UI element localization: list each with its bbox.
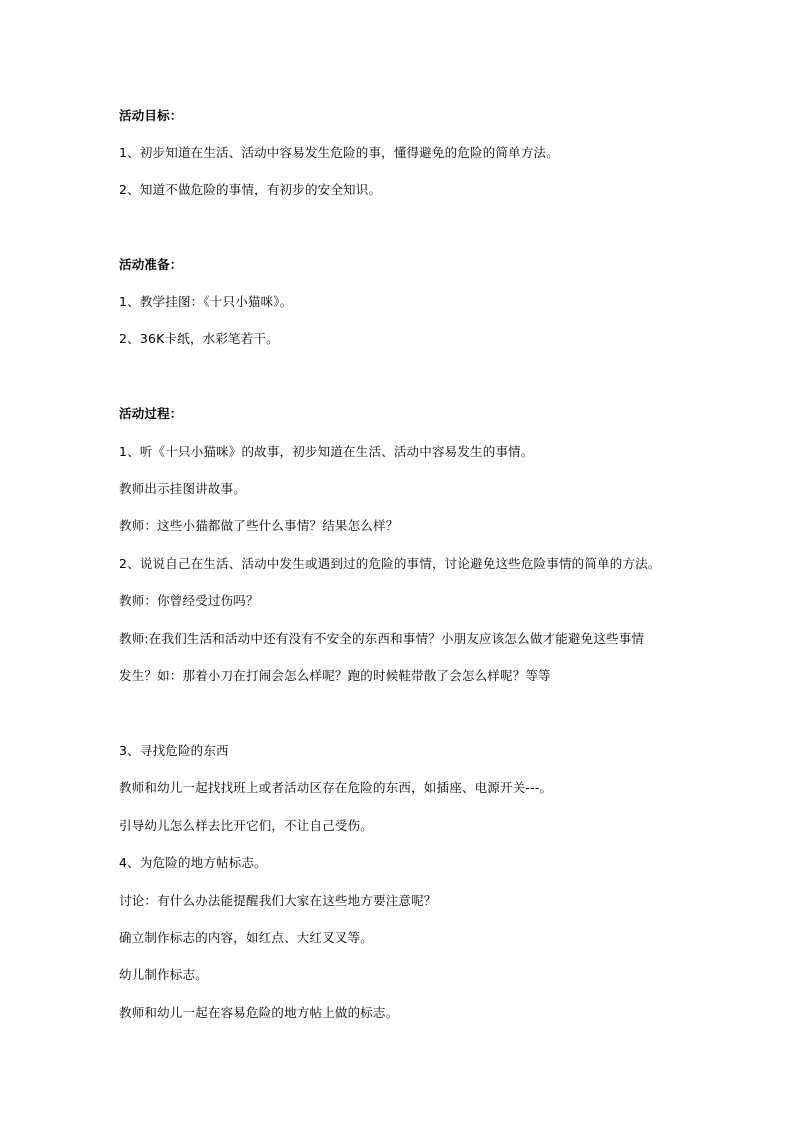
section-heading-preparation: 活动准备： xyxy=(119,257,183,272)
paragraph-line: 教师：你曾经受过伤吗？ xyxy=(119,593,259,608)
paragraph-line: 教师:在我们生活和活动中还有没有不安全的东西和事情？小朋友应该怎么做才能避免这些事情 xyxy=(119,631,645,646)
section-heading-process: 活动过程： xyxy=(119,406,183,421)
paragraph-line: 1、教学挂图：《十只小猫咪》。 xyxy=(119,294,293,309)
paragraph-line: 幼儿制作标志。 xyxy=(119,967,208,982)
paragraph-line: 3、寻找危险的东西 xyxy=(119,743,229,758)
paragraph-line: 引导幼儿怎么样去比开它们，不让自己受伤。 xyxy=(119,818,374,833)
paragraph-line: 教师和幼儿一起在容易危险的地方帖上做的标志。 xyxy=(119,1005,399,1020)
paragraph-line: 讨论：有什么办法能提醒我们大家在这些地方要注意呢？ xyxy=(119,893,437,908)
paragraph-line: 2、36K卡纸，水彩笔若干。 xyxy=(119,331,279,346)
section-heading-goals: 活动目标： xyxy=(119,108,183,123)
paragraph-line: 1、初步知道在生活、活动中容易发生危险的事，懂得避免的危险的简单方法。 xyxy=(119,145,559,160)
paragraph-line: 发生？如：那着小刀在打闹会怎么样呢？跑的时候鞋带散了会怎么样呢？等等 xyxy=(119,668,551,683)
paragraph-line: 教师：这些小猫都做了些什么事情？结果怎么样？ xyxy=(119,518,399,533)
paragraph-line: 教师和幼儿一起找找班上或者活动区存在危险的东西，如插座、电源开关---。 xyxy=(119,780,553,795)
paragraph-line: 1、听《十只小猫咪》的故事，初步知道在生活、活动中容易发生的事情。 xyxy=(119,444,534,459)
paragraph-line: 4、为危险的地方帖标志。 xyxy=(119,855,267,870)
paragraph-line: 2、说说自己在生活、活动中发生或遇到过的危险的事情，讨论避免这些危险事情的简单的方法。 xyxy=(119,556,661,571)
paragraph-line: 确立制作标志的内容，如红点、大红叉叉等。 xyxy=(119,930,374,945)
paragraph-line: 2、知道不做危险的事情，有初步的安全知识。 xyxy=(119,182,382,197)
paragraph-line: 教师出示挂图讲故事。 xyxy=(119,481,247,496)
